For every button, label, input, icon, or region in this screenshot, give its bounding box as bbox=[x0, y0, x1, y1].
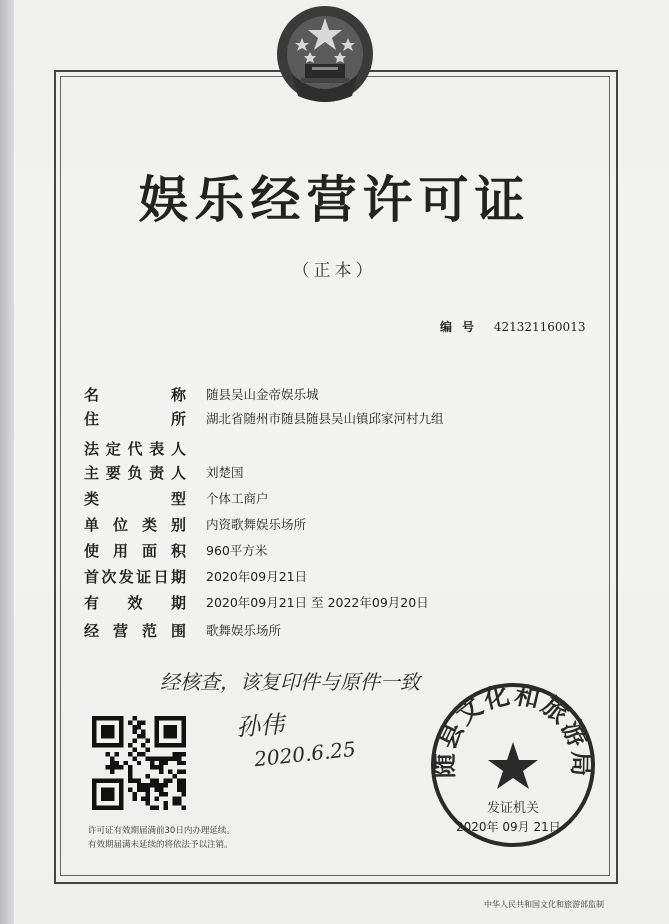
serial-number bbox=[440, 318, 585, 335]
field-row bbox=[84, 592, 584, 614]
handwritten-date: 2020.6.25 bbox=[253, 736, 357, 772]
fine-print-line-1: 许可证有效期届满前30日内办理延续。 bbox=[88, 826, 235, 836]
field-row bbox=[84, 514, 584, 536]
field-value: 2020年09月21日 bbox=[206, 569, 308, 584]
field-label: 使 用 面 积 bbox=[84, 542, 186, 560]
field-value: 湖北省随州市随县随县吴山镇邱家河村九组 bbox=[206, 411, 444, 426]
serial-label: 编号 bbox=[440, 320, 485, 334]
field-row bbox=[84, 462, 584, 484]
field-label: 有 效 期 bbox=[84, 594, 186, 612]
field-value: 随县吴山金帝娱乐城 bbox=[206, 387, 319, 402]
validity-fine-print bbox=[88, 824, 235, 852]
seal-star-icon bbox=[488, 742, 538, 789]
seal-center-text: 发证机关 bbox=[486, 801, 540, 816]
field-label: 首 次 发 证 日 期 bbox=[84, 568, 186, 586]
field-row bbox=[84, 408, 584, 430]
scan-edge bbox=[0, 0, 14, 924]
field-row bbox=[84, 540, 584, 562]
field-value: 2020年09月21日 至 2022年09月20日 bbox=[206, 595, 429, 610]
field-value: 歌舞娱乐场所 bbox=[206, 623, 282, 638]
field-row bbox=[84, 488, 584, 510]
qr-code bbox=[92, 716, 186, 810]
handwritten-verification-note: 经核查，该复印件与原件一致 bbox=[160, 670, 420, 694]
field-row bbox=[84, 384, 584, 406]
field-row bbox=[84, 566, 584, 588]
field-label: 法 定 代 表 人 bbox=[84, 440, 186, 458]
field-label: 名 称 bbox=[84, 386, 186, 404]
seal-arc-text: 随县文化和旅游局 bbox=[429, 680, 597, 779]
field-label: 住 所 bbox=[84, 410, 186, 428]
fine-print-line-2: 有效期届满未延续的将依法予以注销。 bbox=[88, 840, 233, 850]
national-emblem-icon bbox=[272, 4, 378, 108]
field-label: 经 营 范 围 bbox=[84, 622, 186, 640]
serial-value: 421321160013 bbox=[493, 320, 586, 334]
field-value: 刘楚国 bbox=[206, 465, 244, 480]
certificate-subtitle: （正本） bbox=[292, 261, 377, 281]
field-label: 类 型 bbox=[84, 490, 186, 508]
field-row bbox=[84, 620, 584, 642]
footer-supervision: 中华人民共和国文化和旅游部监制 bbox=[484, 900, 604, 909]
field-value: 内资歌舞娱乐场所 bbox=[206, 517, 307, 532]
handwritten-signature: 孙伟 bbox=[235, 710, 286, 742]
field-value: 960平方米 bbox=[206, 543, 268, 558]
field-row bbox=[84, 438, 584, 460]
field-label: 主 要 负 责 人 bbox=[84, 464, 186, 482]
issue-date: 2020年 09月 21日 bbox=[456, 820, 561, 834]
certificate-title: 娱乐经营许可证 bbox=[138, 170, 531, 229]
field-label: 单 位 类 别 bbox=[84, 516, 186, 534]
field-value: 个体工商户 bbox=[206, 491, 269, 506]
